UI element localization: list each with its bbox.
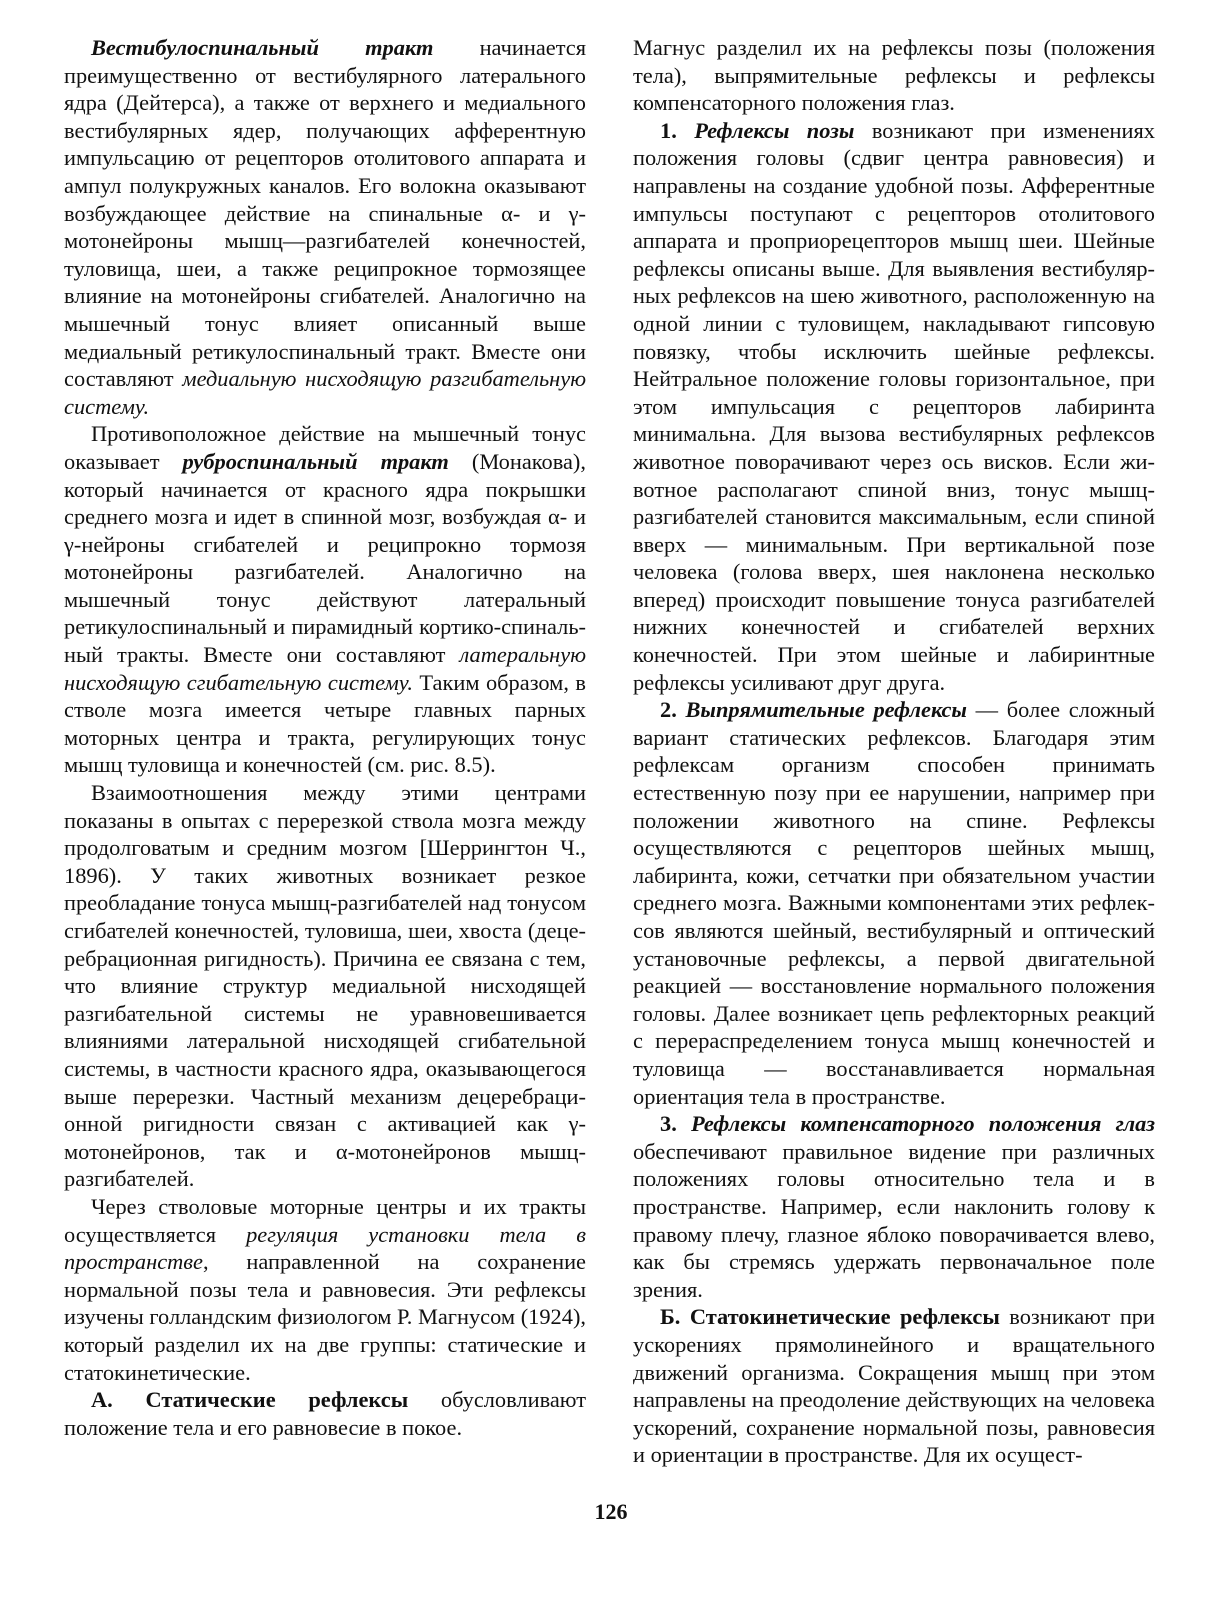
section-heading: 2. [660,697,686,723]
page-number: 126 [594,1499,628,1524]
term-highlight: руброспинальный тракт [182,448,449,474]
body-text: возникают при ускорениях прямолинейного и вращательного движений организма. Сокращения мышц при этом направлены на преодоление действующих на человека ускорений, сохранение нормальной позы, равновесия и ориентации в пространстве. Для их осущест- [633,1304,1155,1468]
left-column [64,34,586,1441]
body-text: , направленной на сохранение нормальной позы тела и равновесия. Эти рефлексы изучены голландским физиологом Р. Магнусом (1924), который разделил их на две группы: статические и статокинетические. [64,1249,586,1385]
paragraph [64,1386,586,1441]
body-text: Магнус разделил их на рефлексы позы (положения тела), выпрямительные рефлексы и рефлексы компенсаторного положения глаз. [633,35,1155,116]
body-text: (Монакова), который начинается от красного ядра покрышки среднего мозга и идет в спинной мозг, возбуждая α- и γ-нейроны сгибателей и реципрокно тормозя мотонейроны разгибателей. Аналогично на мышечный тонус действуют латеральный ретикулоспинальный и пирамидный кортико-спинальный тракты. Вместе они составляют [64,448,586,668]
paragraph [633,1303,1155,1469]
body-text: начинается преимущественно от вестибулярного латерального ядра (Дейтерса), а также от верхнего и медиального вестибулярных ядер, получающих афферентную импульсацию от рецепторов отолитового аппарата и ампул полукружных каналов. Его волокна оказывают возбуждающее действие на спинальные α- и γ-мотонейроны мышц—разгибателей конечностей, туловища, шеи, а также реципрокное тормозящее влияние на мотонейроны сгибателей. Аналогично на мышечный тонус влияет описанный выше медиальный ретикулоспинальный тракт. Вместе они составляют [64,35,586,392]
paragraph [633,34,1155,117]
paragraph [633,117,1155,696]
emphasis-text: латеральную нисходящую сгибательную систему. [64,642,586,695]
section-heading: Б. Статокинетические рефлексы [660,1304,1000,1330]
term-highlight: Рефлексы позы [694,117,855,143]
section-heading: А. Статические рефлексы [91,1387,409,1413]
body-text: Взаимоотношения между этими центрами показаны в опытах с перерезкой ствола мозга между продолговатым и средним мозгом [Шеррингтон Ч., 1896). У таких животных возникает резкое преобладание тонуса мышц-разгибателей над тонусом сгибателей конечностей, туловиша, шеи, хвоста (децеребрационная ригидность). Причина ее связана с тем, что влияние структур медиальной нисходящей разгибательной системы не уравновешивается влияниями латеральной нисходящей сгибательной системы, в частности красного ядра, оказывающегося выше перерезки. Частный механизм децеребрационной ригидности связан с активацией как γ-мотонейронов, так и α-мотонейронов мышц-разгибателей. [64,780,586,1192]
paragraph [64,779,586,1193]
body-text: Противоположное действие на мышечный тонус оказывает [64,421,586,474]
body-text: Таким образом, в стволе мозга имеется четыре главных парных моторных центра и тракта, регулирующих тонус мышц туловища и конечностей (см. рис. 8.5). [64,669,586,778]
paragraph [64,420,586,779]
term-highlight: Вестибулоспинальный тракт [91,35,434,60]
paragraph [633,696,1155,1110]
body-text: обеспечивают правильное видение при различных положениях головы относительно тела и в пространстве. Например, если наклонить голову к правому плечу, глазное яблоко поворачивается влево, как бы стремясь удержать первоначальное поле зрения. [633,1138,1155,1302]
term-highlight: Рефлексы компенсаторного положения глаз [691,1111,1155,1137]
body-text: Через стволовые моторные центры и их тракты осуществляется [64,1193,586,1247]
emphasis-text: медиальную нисходящую разгибательную систему. [64,366,586,419]
paragraph [64,1193,586,1386]
term-highlight: Выпрямительные рефлексы [685,697,967,723]
body-text: обусловливают положение тела и его равновесие в покое. [64,1387,586,1440]
paragraph [633,1110,1155,1303]
body-text: возникают при изменениях положения головы (сдвиг центра равновесия) и направлены на создание удобной позы. Афферентные импульсы поступают с рецепторов отолитового аппарата и проприорецепторов мышц шеи. Шейные рефлексы описаны выше. Для выявления вестибулярных рефлексов на шею животного, расположенную на одной линии с туловищем, накладывают гипсовую повязку, чтобы исключить шейные рефлексы. Нейтральное положение головы горизонтальное, при этом импульсация с рецепторов лабиринта минимальна. Для вызова вестибулярных рефлексов животное поворачивают через ось висков. Если животное располагают спиной вниз, тонус мышц-разгибателей становится максимальным, если спиной вверх — минимальным. При вертикальной позе человека (голова вверх, шея наклонена несколько вперед) происходит повышение тонуса разгибателей нижних конечностей и сгибателей верхних конечностей. При этом шейные и лабиринтные рефлексы усиливают друг друга. [633,117,1156,695]
body-text: — более сложный вариант статических рефлексов. Благодаря этим рефлексам организм способен принимать естественную позу при ее нарушении, например при положении животного на спине. Рефлексы осуществляются с рецепторов шейных мышц, лабиринта, кожи, сетчатки при обязательном участии среднего мозга. Важными компонентами этих рефлексов являются шейный, вестибулярный и оптический установочные рефлексы, а первой двигательной реакцией — восстановление нормального положения головы. Далее возникает цепь рефлекторных реакций с перераспределением тонуса мышц конечностей и туловища — восстанавливается нормальная ориентация тела в пространстве. [633,697,1155,1109]
section-heading: 1. [660,117,695,143]
right-column [633,34,1155,1469]
section-heading: 3. [660,1111,692,1137]
emphasis-text: регуляция установки тела в пространстве [64,1221,586,1275]
paragraph [64,34,586,420]
